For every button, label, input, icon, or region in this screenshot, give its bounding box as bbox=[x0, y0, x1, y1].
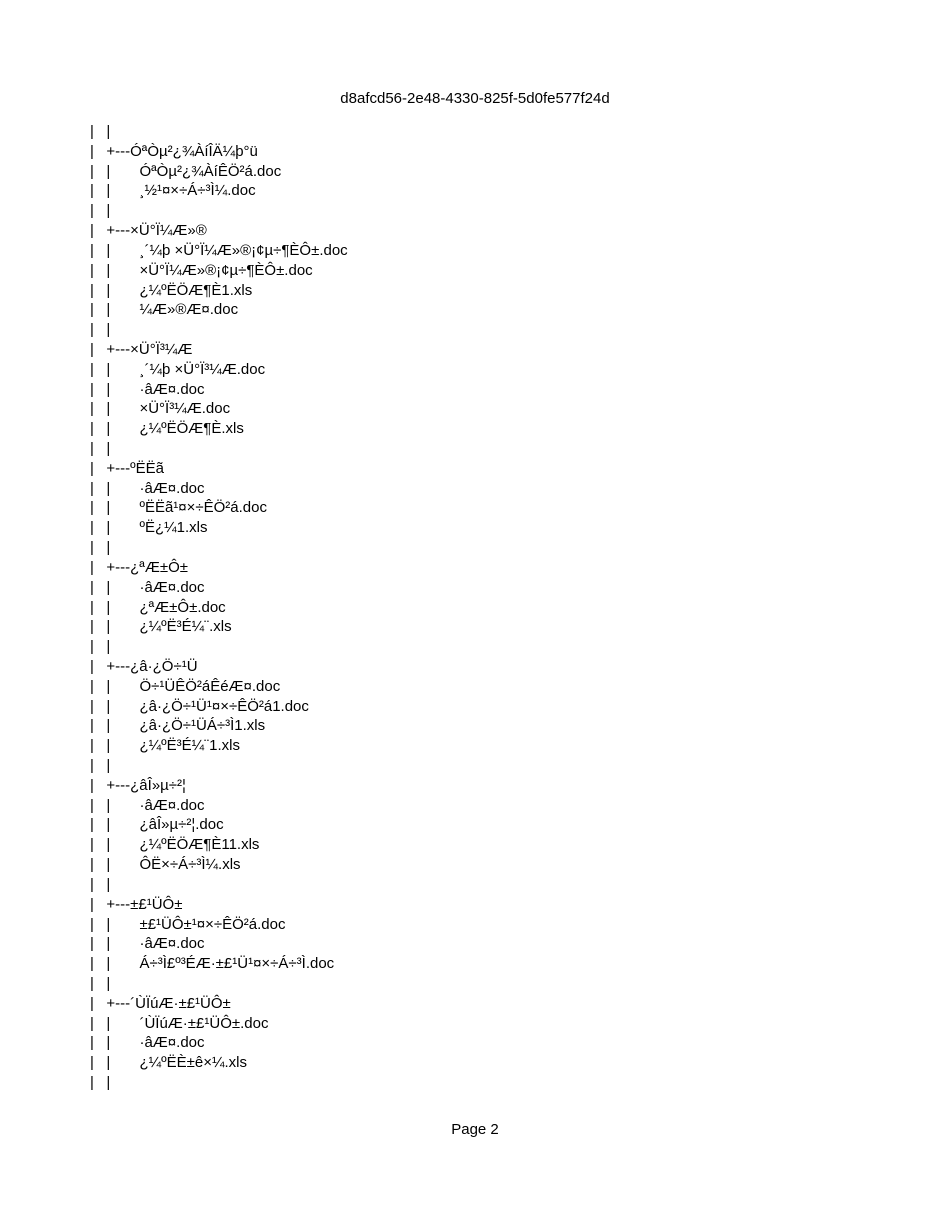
tree-line: | | bbox=[90, 321, 111, 339]
tree-line: | | ¿ªÆ±Ô±.doc bbox=[90, 598, 226, 616]
tree-line: | | ¿â·¿Ö÷¹ÜÁ÷³Ì1.xls bbox=[90, 717, 266, 735]
tree-line: | | bbox=[90, 757, 111, 774]
tree-line: | | ÓªÒµ²¿¾ÀíÊÖ²á.doc bbox=[90, 162, 282, 180]
page-footer: Page 2 bbox=[451, 1121, 499, 1138]
tree-line: | | ¿â·¿Ö÷¹Ü¹¤×÷ÊÖ²á1.doc bbox=[90, 697, 309, 715]
tree-line: | | ¿¼ºËÖÆ¶È11.xls bbox=[90, 836, 260, 854]
tree-line: | | ×Ü°Ï¼Æ»®¡¢µ÷¶ÈÔ±.doc bbox=[90, 261, 313, 279]
tree-line: | +---´ÙÏúÆ·±£¹ÜÔ± bbox=[90, 994, 231, 1012]
tree-line: | | ¼Æ»®Æ¤.doc bbox=[90, 301, 239, 319]
tree-line: | | ¸´¼þ ×Ü°Ï³¼Æ.doc bbox=[90, 360, 266, 378]
tree-line: | +---±£¹ÜÔ± bbox=[90, 895, 183, 913]
tree-line: | +---¿â·¿Ö÷¹Ü bbox=[90, 657, 198, 675]
tree-line: | | ¿¼ºËÈ±ê×¼.xls bbox=[90, 1054, 247, 1072]
tree-line: | | ·âÆ¤.doc bbox=[90, 935, 205, 953]
tree-line: | +---¿âÎ»µ÷²¦ bbox=[90, 776, 186, 794]
tree-line: | | ´ÙÏúÆ·±£¹ÜÔ±.doc bbox=[90, 1014, 269, 1032]
tree-line: | | ¿¼ºË³É¼¨1.xls bbox=[90, 737, 240, 755]
tree-line: | | ºË¿¼1.xls bbox=[90, 519, 208, 537]
tree-line: | | ±£¹ÜÔ±¹¤×÷ÊÖ²á.doc bbox=[90, 915, 286, 933]
tree-line: | | ¿âÎ»µ÷²¦.doc bbox=[90, 816, 224, 834]
page-header: d8afcd56-2e48-4330-825f-5d0fe577f24d bbox=[340, 90, 610, 107]
tree-line: | | bbox=[90, 123, 111, 140]
tree-line: | | ¿¼ºËÖÆ¶È.xls bbox=[90, 420, 244, 438]
tree-line: | | ·âÆ¤.doc bbox=[90, 796, 205, 814]
tree-line: | | ·âÆ¤.doc bbox=[90, 380, 205, 398]
tree-line: | | ·âÆ¤.doc bbox=[90, 1034, 205, 1052]
tree-line: | | ºËËã¹¤×÷ÊÖ²á.doc bbox=[90, 499, 267, 517]
tree-line: | | bbox=[90, 539, 111, 557]
tree-line: | | bbox=[90, 875, 111, 893]
tree-line: | +---×Ü°Ï¼Æ»® bbox=[90, 222, 207, 240]
tree-line: | +---×Ü°Ï³¼Æ bbox=[90, 340, 193, 358]
tree-line: | | bbox=[90, 1074, 111, 1091]
tree-line: | | ¿¼ºË³É¼¨.xls bbox=[90, 618, 232, 636]
directory-tree-listing bbox=[90, 122, 348, 1093]
tree-line: | | Á÷³Ì£º³ÉÆ·±£¹Ü¹¤×÷Á÷³Ì.doc bbox=[90, 955, 335, 973]
tree-line: | +---ÓªÒµ²¿¾ÀíÎÄ¼þ°ü bbox=[90, 142, 258, 160]
tree-line: | | ·âÆ¤.doc bbox=[90, 479, 205, 497]
tree-line: | +---ºËËã bbox=[90, 459, 164, 477]
tree-line: | | ¸½¹¤×÷Á÷³Ì¼.doc bbox=[90, 182, 256, 200]
tree-line: | | ¿¼ºËÖÆ¶È1.xls bbox=[90, 281, 253, 299]
tree-line: | | ×Ü°Ï³¼Æ.doc bbox=[90, 400, 231, 418]
tree-line: | | ÔË×÷Á÷³Ì¼.xls bbox=[90, 856, 241, 874]
tree-line: | | bbox=[90, 202, 111, 220]
tree-line: | | ·âÆ¤.doc bbox=[90, 578, 205, 596]
tree-line: | | Ö÷¹ÜÊÖ²áÊéÆ¤.doc bbox=[90, 677, 281, 695]
tree-line: | | ¸´¼þ ×Ü°Ï¼Æ»®¡¢µ÷¶ÈÔ±.doc bbox=[90, 241, 348, 259]
tree-line: | | bbox=[90, 974, 111, 992]
tree-line: | | bbox=[90, 638, 111, 656]
tree-line: | +---¿ªÆ±Ô± bbox=[90, 558, 188, 576]
tree-line: | | bbox=[90, 440, 111, 457]
